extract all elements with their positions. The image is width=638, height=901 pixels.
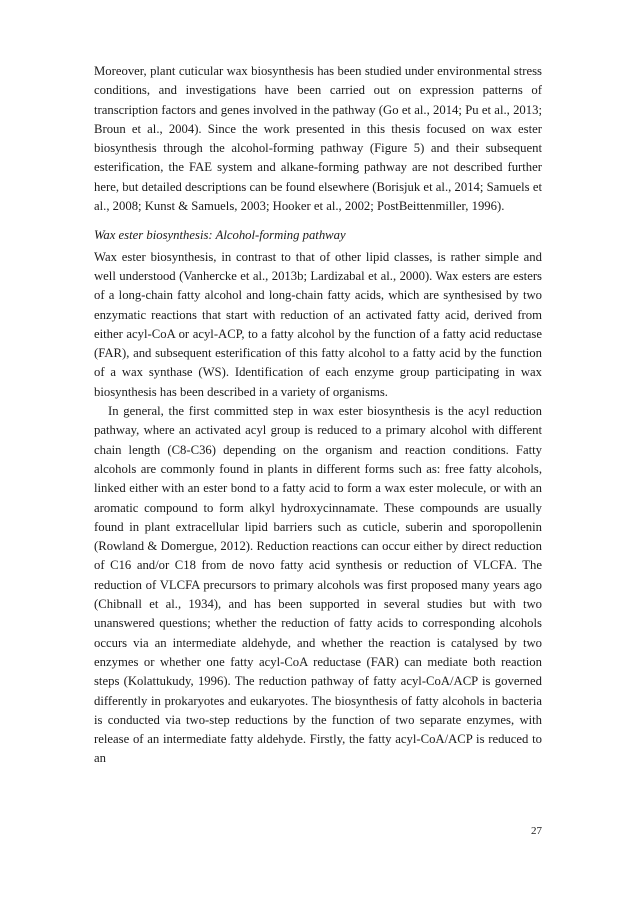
page-number: 27: [531, 825, 542, 837]
paragraph-1: Moreover, plant cuticular wax biosynthesis has been studied under environmental stress conditions, and investigations have been carried out on expression patterns of transcription factors and genes involved in the pathway (Go et al., 2014; Pu et al., 2013; Broun et al., 2004). Since the work presented in this thesis focused on wax ester biosynthesis through the alcohol-forming pathway (Figure 5) and their subsequent esterification, the FAE system and alkane-forming pathway are not described further here, but detailed descriptions can be found elsewhere (Borisjuk et al., 2014; Samuels et al., 2008; Kunst & Samuels, 2003; Hooker et al., 2002; PostBeittenmiller, 1996).: [94, 64, 542, 214]
section-heading: Wax ester biosynthesis: Alcohol-forming pathway: [94, 228, 346, 243]
paragraph-3: In general, the first committed step in wax ester biosynthesis is the acyl reduction pathway, where an activated acyl group is reduced to a primary alcohol with different chain length (C8-C36) depending on the organism and reaction conditions. Fatty alcohols are commonly found in plants in different forms such as: free fatty alcohols, linked either with an ester bond to a fatty acid to form a wax ester molecule, or with an aromatic compound to form alkyl hydroxycinnamate. These compounds are usually found in plant extracellular lipid barriers such as cuticle, suberin and sporopollenin (Rowland & Domergue, 2012). Reduction reactions can occur either by direct reduction of C16 and/or C18 from de novo fatty acid synthesis or reduction of VLCFA. The reduction of VLCFA precursors to primary alcohols was first proposed many years ago (Chibnall et al., 1934), and has been supported in several studies but with two unanswered questions; whether the reduction of fatty acids to corresponding alcohols occurs via an intermediate aldehyde, and whether the reaction is catalysed by two enzymes or whether one fatty acyl-CoA reductase (FAR) can mediate both reaction steps (Kolattukudy, 1996). The reduction pathway of fatty acyl-CoA/ACP is governed differently in prokaryotes and eukaryotes. The biosynthesis of fatty alcohols in bacteria is conducted via two-step reductions by the function of two separate enzymes, with release of an intermediate fatty aldehyde. Firstly, the fatty acyl-CoA/ACP is reduced to an: [94, 404, 542, 766]
paragraph-2: Wax ester biosynthesis, in contrast to that of other lipid classes, is rather simple and well understood (Vanhercke et al., 2013b; Lardizabal et al., 2000). Wax esters are esters of a long-chain fatty alcohol and long-chain fatty acids, which are synthesised by two enzymatic reactions that start with reduction of an activated fatty acid, derived from either acyl-CoA or acyl-ACP, to a fatty alcohol by the function of a fatty acid reductase (FAR), and subsequent esterification of this fatty alcohol to a fatty acid by the function of a wax synthase (WS). Identification of each enzyme group participating in wax biosynthesis has been described in a variety of organisms.: [94, 249, 542, 399]
page-body: [94, 62, 542, 769]
